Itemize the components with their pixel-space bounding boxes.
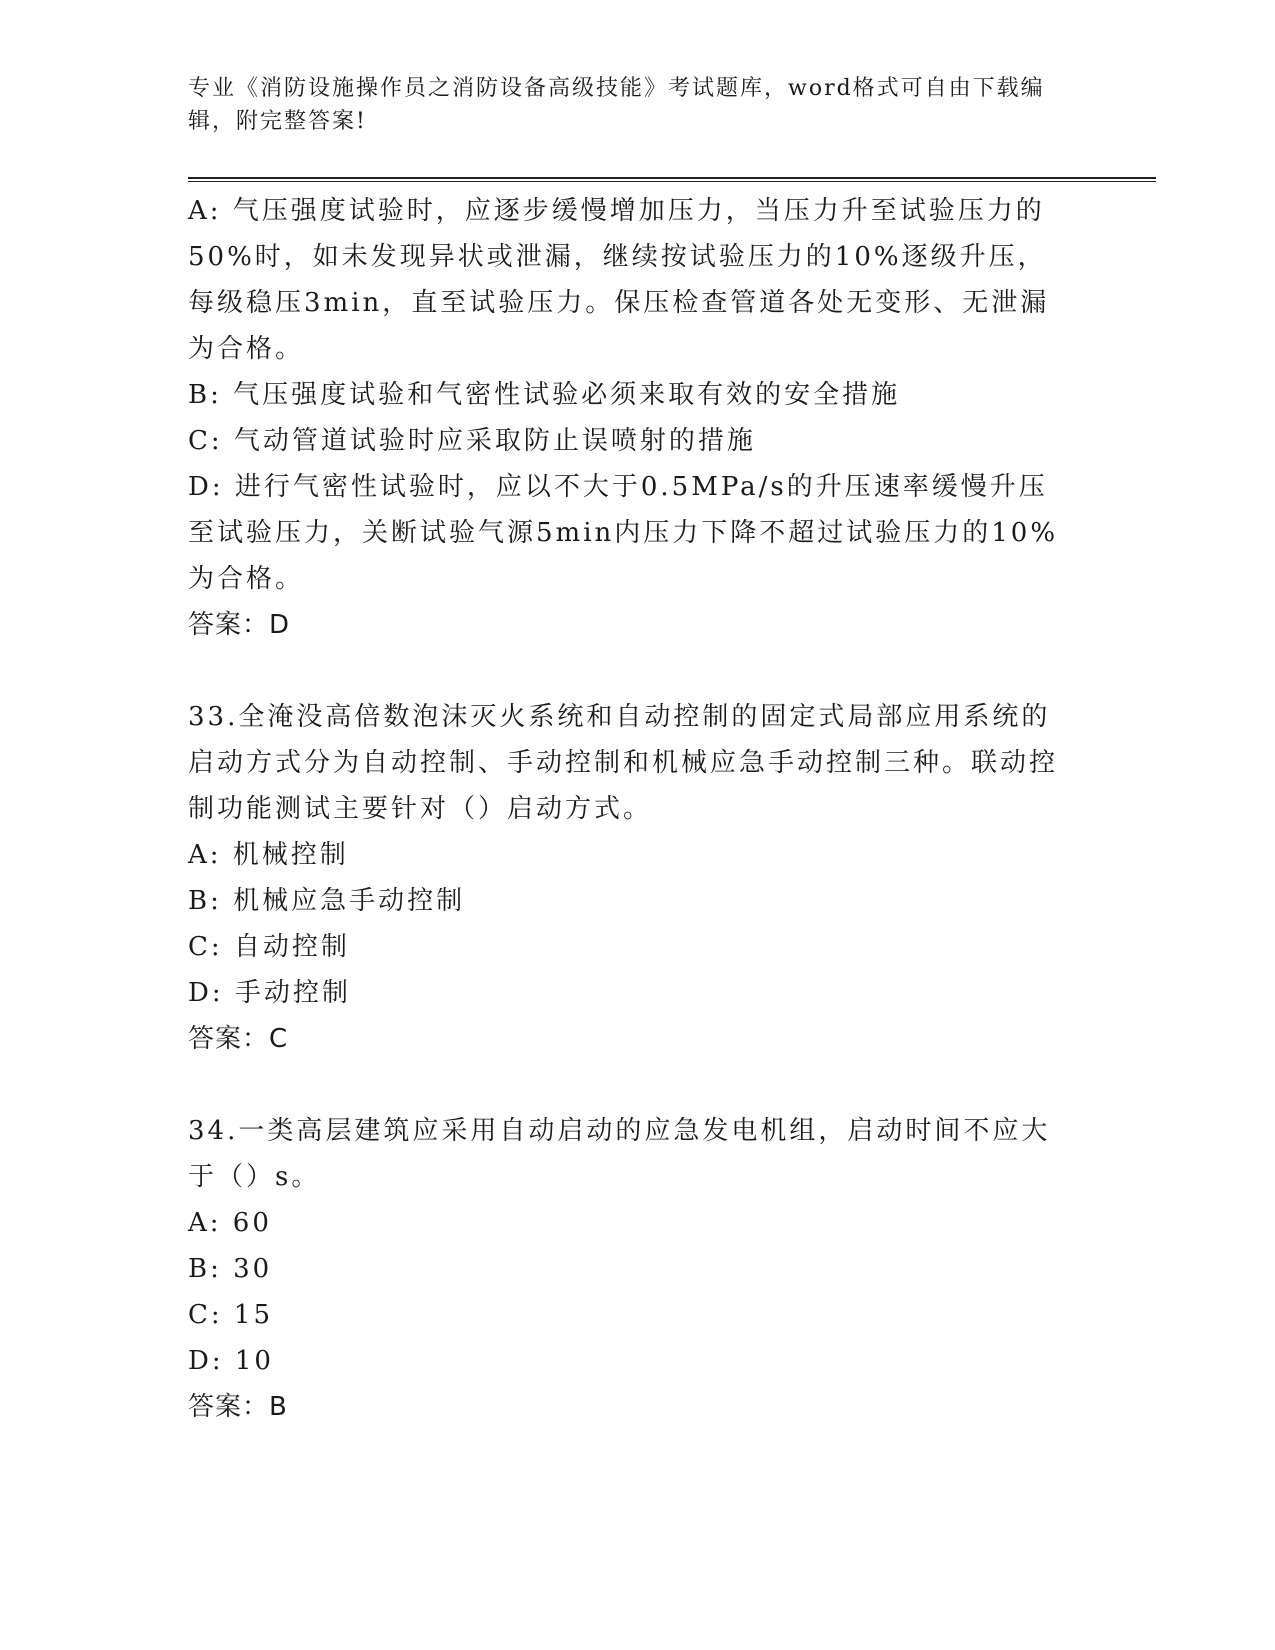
option-d: D: 手动控制	[188, 978, 351, 1008]
header-divider	[188, 177, 1156, 182]
question-stem: 34.一类高层建筑应采用自动启动的应急发电机组，启动时间不应大于（）s。	[188, 1116, 1051, 1192]
answer-line: 答案：C	[188, 1024, 289, 1054]
option-d: D: 进行气密性试验时，应以不大于0.5MPa/s的升压速率缓慢升压至试验压力，关断试验气源5min内压力下降不超过试验压力的10%为合格。	[188, 472, 1059, 594]
option-c: C: 自动控制	[188, 932, 350, 962]
option-b: B: 气压强度试验和气密性试验必须来取有效的安全措施	[188, 380, 901, 410]
question-stem: 33.全淹没高倍数泡沫灭火系统和自动控制的固定式局部应用系统的启动方式分为自动控制、手动控制和机械应急手动控制三种。联动控制功能测试主要针对（）启动方式。	[188, 702, 1059, 824]
question-34	[188, 1108, 1073, 1430]
option-b: B: 30	[188, 1254, 273, 1284]
answer-line: 答案：D	[188, 610, 291, 640]
answer-line: 答案：B	[188, 1392, 288, 1422]
page-header	[188, 72, 1068, 138]
option-d: D: 10	[188, 1346, 274, 1376]
option-a: A: 气压强度试验时，应逐步缓慢增加压力，当压力升至试验压力的50%时，如未发现异状或泄漏，继续按试验压力的10%逐级升压，每级稳压3min，直至试验压力。保压检查管道各处无变形、无泄漏为合格。	[188, 196, 1050, 364]
option-b: B: 机械应急手动控制	[188, 886, 466, 916]
question-fragment	[188, 188, 1073, 648]
question-list	[188, 188, 1073, 1430]
option-a: A: 机械控制	[188, 840, 349, 870]
option-c: C: 15	[188, 1300, 274, 1330]
option-a: A: 60	[188, 1208, 272, 1238]
question-33	[188, 694, 1073, 1062]
header-text: 专业《消防设施操作员之消防设备高级技能》考试题库，word格式可自由下载编辑，附完整答案!	[188, 76, 1045, 134]
option-c: C: 气动管道试验时应采取防止误喷射的措施	[188, 426, 756, 456]
